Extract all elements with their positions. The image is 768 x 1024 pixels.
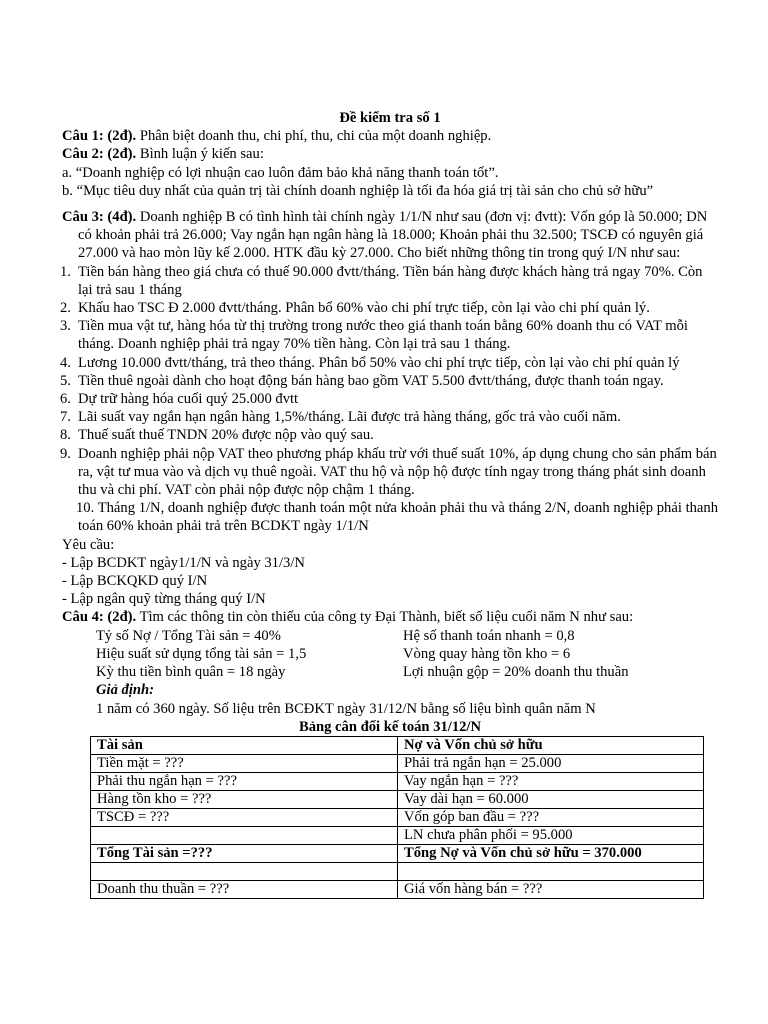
question-1-text: Phân biệt doanh thu, chi phí, thu, chi của một doanh nghiệp. xyxy=(136,128,492,145)
list-item xyxy=(62,317,718,353)
table-row xyxy=(91,754,704,772)
list-item xyxy=(62,426,718,444)
list-item-number: 8. xyxy=(60,427,71,444)
assumption-label: Giả định: xyxy=(96,682,154,699)
table-row xyxy=(91,880,704,898)
question-1-label: Câu 1: (2đ). xyxy=(62,128,137,145)
table-cell: Vốn góp ban đầu = ??? xyxy=(398,808,704,826)
list-item-text: Tiền bán hàng theo giá chưa có thuế 90.000 đvtt/tháng. Tiền bán hàng được khách hàng trả ngay 70%. Còn lại trả sau 1 tháng xyxy=(78,263,703,298)
indicator-item: Hiệu suất sử dụng tổng tài sản = 1,5 xyxy=(96,645,307,662)
table-cell: Doanh thu thuần = ??? xyxy=(91,880,398,898)
requirement-item: - Lập ngân quỹ từng tháng quý I/N xyxy=(62,591,266,608)
table-header-cell: Nợ và Vốn chủ sở hữu xyxy=(398,736,704,754)
list-item-number: 9. xyxy=(60,445,71,462)
table-total-row xyxy=(91,844,704,862)
list-item xyxy=(62,263,718,299)
table-cell: TSCĐ = ??? xyxy=(91,808,398,826)
list-item-number: 4. xyxy=(60,354,71,371)
list-item-number: 6. xyxy=(60,391,71,408)
question-1 xyxy=(62,127,718,145)
list-item-number: 3. xyxy=(60,318,71,335)
question-4-text: Tìm các thông tin còn thiếu của công ty Đại Thành, biết số liệu cuối năm N như sau: xyxy=(136,609,634,626)
question-3 xyxy=(62,208,718,263)
table-cell xyxy=(398,862,704,880)
list-item xyxy=(62,390,718,408)
indicator-grid xyxy=(96,627,718,682)
table-cell xyxy=(91,826,398,844)
list-item-text: Tiền mua vật tư, hàng hóa từ thị trường trong nước theo giá thanh toán bằng 60% doanh thu có VAT mỗi tháng. Doanh nghiệp phải trả ngay 70% tiền hàng. Còn lại trả sau 1 tháng. xyxy=(78,318,688,353)
assumption-text: 1 năm có 360 ngày. Số liệu trên BCĐKT ngày 31/12/N bằng số liệu bình quân năm N xyxy=(96,700,596,717)
question-4 xyxy=(62,608,718,626)
table-total-cell: Tổng Nợ và Vốn chủ sở hữu = 370.000 xyxy=(398,844,704,862)
table-cell xyxy=(91,862,398,880)
question-3-text: Doanh nghiệp B có tình hình tài chính ngày 1/1/N như sau (đơn vị: đvtt): Vốn góp là 50.000; DN có khoản phải trả 26.000; Vay ngắn hạn ngân hàng là 18.000; Khoản phải thu 32.500; TSCĐ có nguyên giá 27.000 và hao mòn lũy kế 2.000. HTK đầu kỳ 27.000. Cho biết những thông tin trong quý I/N như sau: xyxy=(78,209,708,262)
list-item-text: Thuế suất thuế TNDN 20% được nộp vào quý sau. xyxy=(78,427,374,444)
list-item xyxy=(62,372,718,390)
list-item-text: Doanh nghiệp phải nộp VAT theo phương pháp khấu trừ với thuế suất 10%, áp dụng chung cho sản phẩm bán ra, vật tư mua vào và dịch vụ thuê ngoài. VAT thu hộ và nộp hộ được tính ngay trong tháng phát sinh doanh thu và chi phí. VAT còn phải nộp được nộp chậm 1 tháng. xyxy=(78,445,717,499)
table-cell: Phải thu ngắn hạn = ??? xyxy=(91,772,398,790)
table-row xyxy=(91,808,704,826)
table-cell: Vay ngắn hạn = ??? xyxy=(398,772,704,790)
list-item xyxy=(62,299,718,317)
table-cell: Giá vốn hàng bán = ??? xyxy=(398,880,704,898)
balance-sheet-title: Bảng cân đối kế toán 31/12/N xyxy=(298,718,482,735)
requirement-item: - Lập BCKQKD quý I/N xyxy=(62,573,208,590)
table-header-row xyxy=(91,736,704,754)
table-row xyxy=(91,772,704,790)
list-item xyxy=(62,445,718,500)
list-item-text: Khấu hao TSC Đ 2.000 đvtt/tháng. Phân bổ 60% vào chi phí trực tiếp, còn lại vào chi phí quản lý. xyxy=(78,300,650,317)
requirement-item: - Lập BCDKT ngày1/1/N và ngày 31/3/N xyxy=(62,554,305,571)
table-total-cell: Tổng Tài sản =??? xyxy=(91,844,398,862)
table-row xyxy=(91,790,704,808)
question-2 xyxy=(62,145,718,163)
list-item xyxy=(62,408,718,426)
table-cell: Vay dài hạn = 60.000 xyxy=(398,790,704,808)
question-2-text: Bình luận ý kiến sau: xyxy=(136,146,264,163)
list-item-number: 7. xyxy=(60,409,71,426)
table-cell: LN chưa phân phối = 95.000 xyxy=(398,826,704,844)
indicator-item: Tỷ số Nợ / Tổng Tài sản = 40% xyxy=(96,627,281,644)
list-item-text: Tiền thuê ngoài dành cho hoạt động bán hàng bao gồm VAT 5.500 đvtt/tháng, được thanh toán ngay. xyxy=(78,372,664,389)
table-cell: Hàng tồn kho = ??? xyxy=(91,790,398,808)
list-item-text: Lương 10.000 đvtt/tháng, trả theo tháng. Phân bổ 50% vào chi phí trực tiếp, còn lại vào chi phí quản lý xyxy=(78,354,680,371)
table-row xyxy=(91,826,704,844)
balance-sheet-table xyxy=(90,736,704,899)
question-2-label: Câu 2: (2đ). xyxy=(62,146,137,163)
requirements-heading: Yêu cầu: xyxy=(62,536,115,553)
list-item-number: 5. xyxy=(60,372,71,389)
table-cell: Phải trả ngắn hạn = 25.000 xyxy=(398,754,704,772)
indicator-item: Hệ số thanh toán nhanh = 0,8 xyxy=(403,627,575,644)
question-3-label: Câu 3: (4đ). xyxy=(62,209,137,226)
question-2-a: a. “Doanh nghiệp có lợi nhuận cao luôn đảm bảo khả năng thanh toán tốt”. xyxy=(62,164,499,181)
list-item xyxy=(62,354,718,372)
question-3-list xyxy=(62,263,718,536)
exam-title: Đề kiểm tra số 1 xyxy=(339,110,441,126)
indicator-item: Lợi nhuận gộp = 20% doanh thu thuần xyxy=(403,664,629,681)
list-item-text: Lãi suất vay ngắn hạn ngân hàng 1,5%/tháng. Lãi được trả hàng tháng, gốc trả vào cuối năm. xyxy=(78,409,621,426)
question-4-label: Câu 4: (2đ). xyxy=(62,609,137,626)
indicator-item: Vòng quay hàng tồn kho = 6 xyxy=(403,645,571,662)
list-item xyxy=(62,499,718,535)
indicator-item: Kỳ thu tiền bình quân = 18 ngày xyxy=(96,664,286,681)
list-item-text: Dự trữ hàng hóa cuối quý 25.000 đvtt xyxy=(78,391,299,408)
table-header-cell: Tài sản xyxy=(91,736,398,754)
list-item-text: Tháng 1/N, doanh nghiệp được thanh toán một nửa khoản phải thu và tháng 2/N, doanh nghiệp phải thanh toán 60% khoản phải trả trên BCDKT ngày 1/1/N xyxy=(78,500,719,535)
list-item-number: 1. xyxy=(60,263,71,280)
list-item-number: 10. xyxy=(76,500,95,517)
table-row xyxy=(91,862,704,880)
list-item-number: 2. xyxy=(60,300,71,317)
table-cell: Tiền mặt = ??? xyxy=(91,754,398,772)
question-2-b: b. “Mục tiêu duy nhất của quản trị tài chính doanh nghiệp là tối đa hóa giá trị tài sản cho chủ sở hữu” xyxy=(62,182,654,199)
